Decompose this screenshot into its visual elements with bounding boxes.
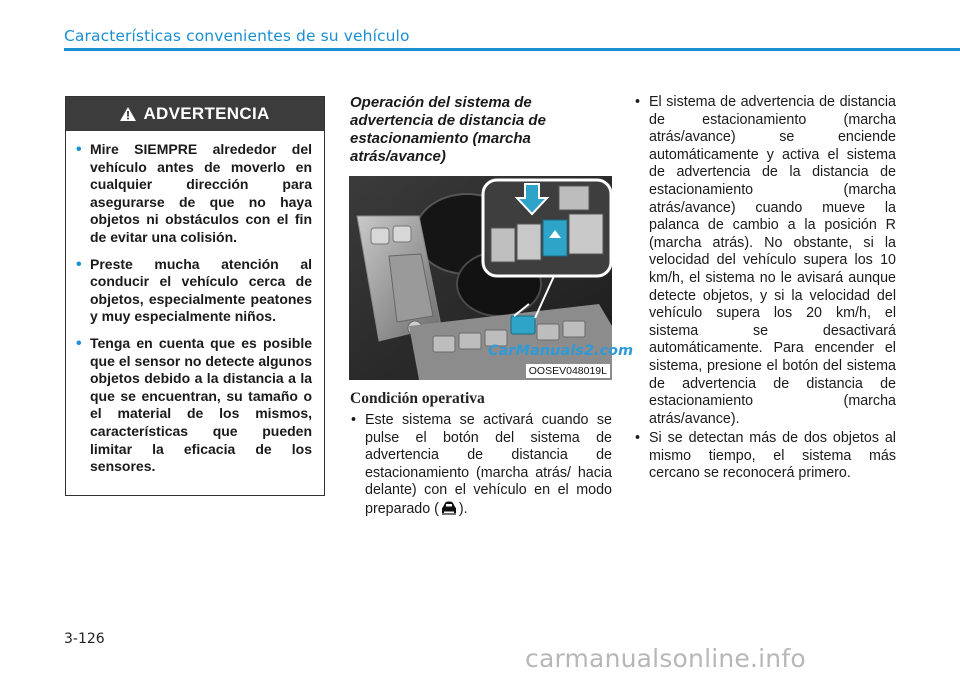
warning-title: ADVERTENCIA (143, 104, 270, 123)
condition-list (350, 412, 612, 521)
warning-item: • Mire SIEMPRE alrededor del vehículo antes de moverlo en cualquier dirección para asegurarse de que no haya objetos ni obstáculos con el fin de evitar una colisión. (74, 141, 312, 247)
operation-heading: Operación del sistema de advertencia de distancia de estacionamiento (marcha atrás/avance) (350, 94, 546, 165)
page-number: 3-126 (64, 631, 105, 647)
list-item: • El sistema de advertencia de distancia de estacionamiento (marcha atrás/avance) se enciende automáticamente y activa el sistema de advertencia de la distancia de estacionamiento (marcha atrás/avance) cuando mueve la palanca de cambio a la posición R (marcha atrás). No obstante, si la velocidad del vehículo supera los 10 km/h, el sistema no le avisará aunque detecte objetos, y si la velocidad del vehículo supera los 20 km/h, el sistema se desactivará automáticamente. Para encender el sistema, presione el botón del sistema de advertencia de distancia de estacionamiento (marcha atrás/avance). (634, 94, 896, 428)
warning-list (66, 131, 324, 476)
condition-heading: Condición operativa (350, 390, 485, 407)
condition-text-end: ). (458, 500, 468, 517)
warning-box (65, 96, 325, 496)
image-code: OOSEV048019L (526, 364, 610, 378)
warning-item: • Preste mucha atención al conducir el vehículo cerca de objetos, especialmente peatones y muy especialmente niños. (74, 256, 312, 326)
condition-text: Este sistema se activará cuando se pulse el botón del sistema de advertencia de distancia de estacionamiento (marcha atrás/ hacia delante) con el vehículo en el modo preparado ( (365, 412, 612, 517)
car-ready-icon (440, 500, 458, 516)
watermark: CarManuals2.com (488, 343, 634, 359)
list-item: • Si se detectan más de dos objetos al mismo tiempo, el sistema más cercano se reconocerá primero. (634, 430, 896, 483)
header-rule (64, 48, 960, 51)
warning-item: • Tenga en cuenta que es posible que el sensor no detecte algunos objetos debido a la distancia a la que se encuentran, su tamaño o el material de los mismos, características que pueden limitar la eficacia de los sensores. (74, 335, 312, 476)
warning-triangle-icon (120, 107, 136, 121)
section-title: Características convenientes de su vehículo (64, 27, 410, 45)
footer-watermark: carmanualsonline.info (525, 644, 806, 673)
warning-header (66, 97, 324, 131)
right-list (634, 94, 896, 485)
list-item (350, 412, 612, 519)
